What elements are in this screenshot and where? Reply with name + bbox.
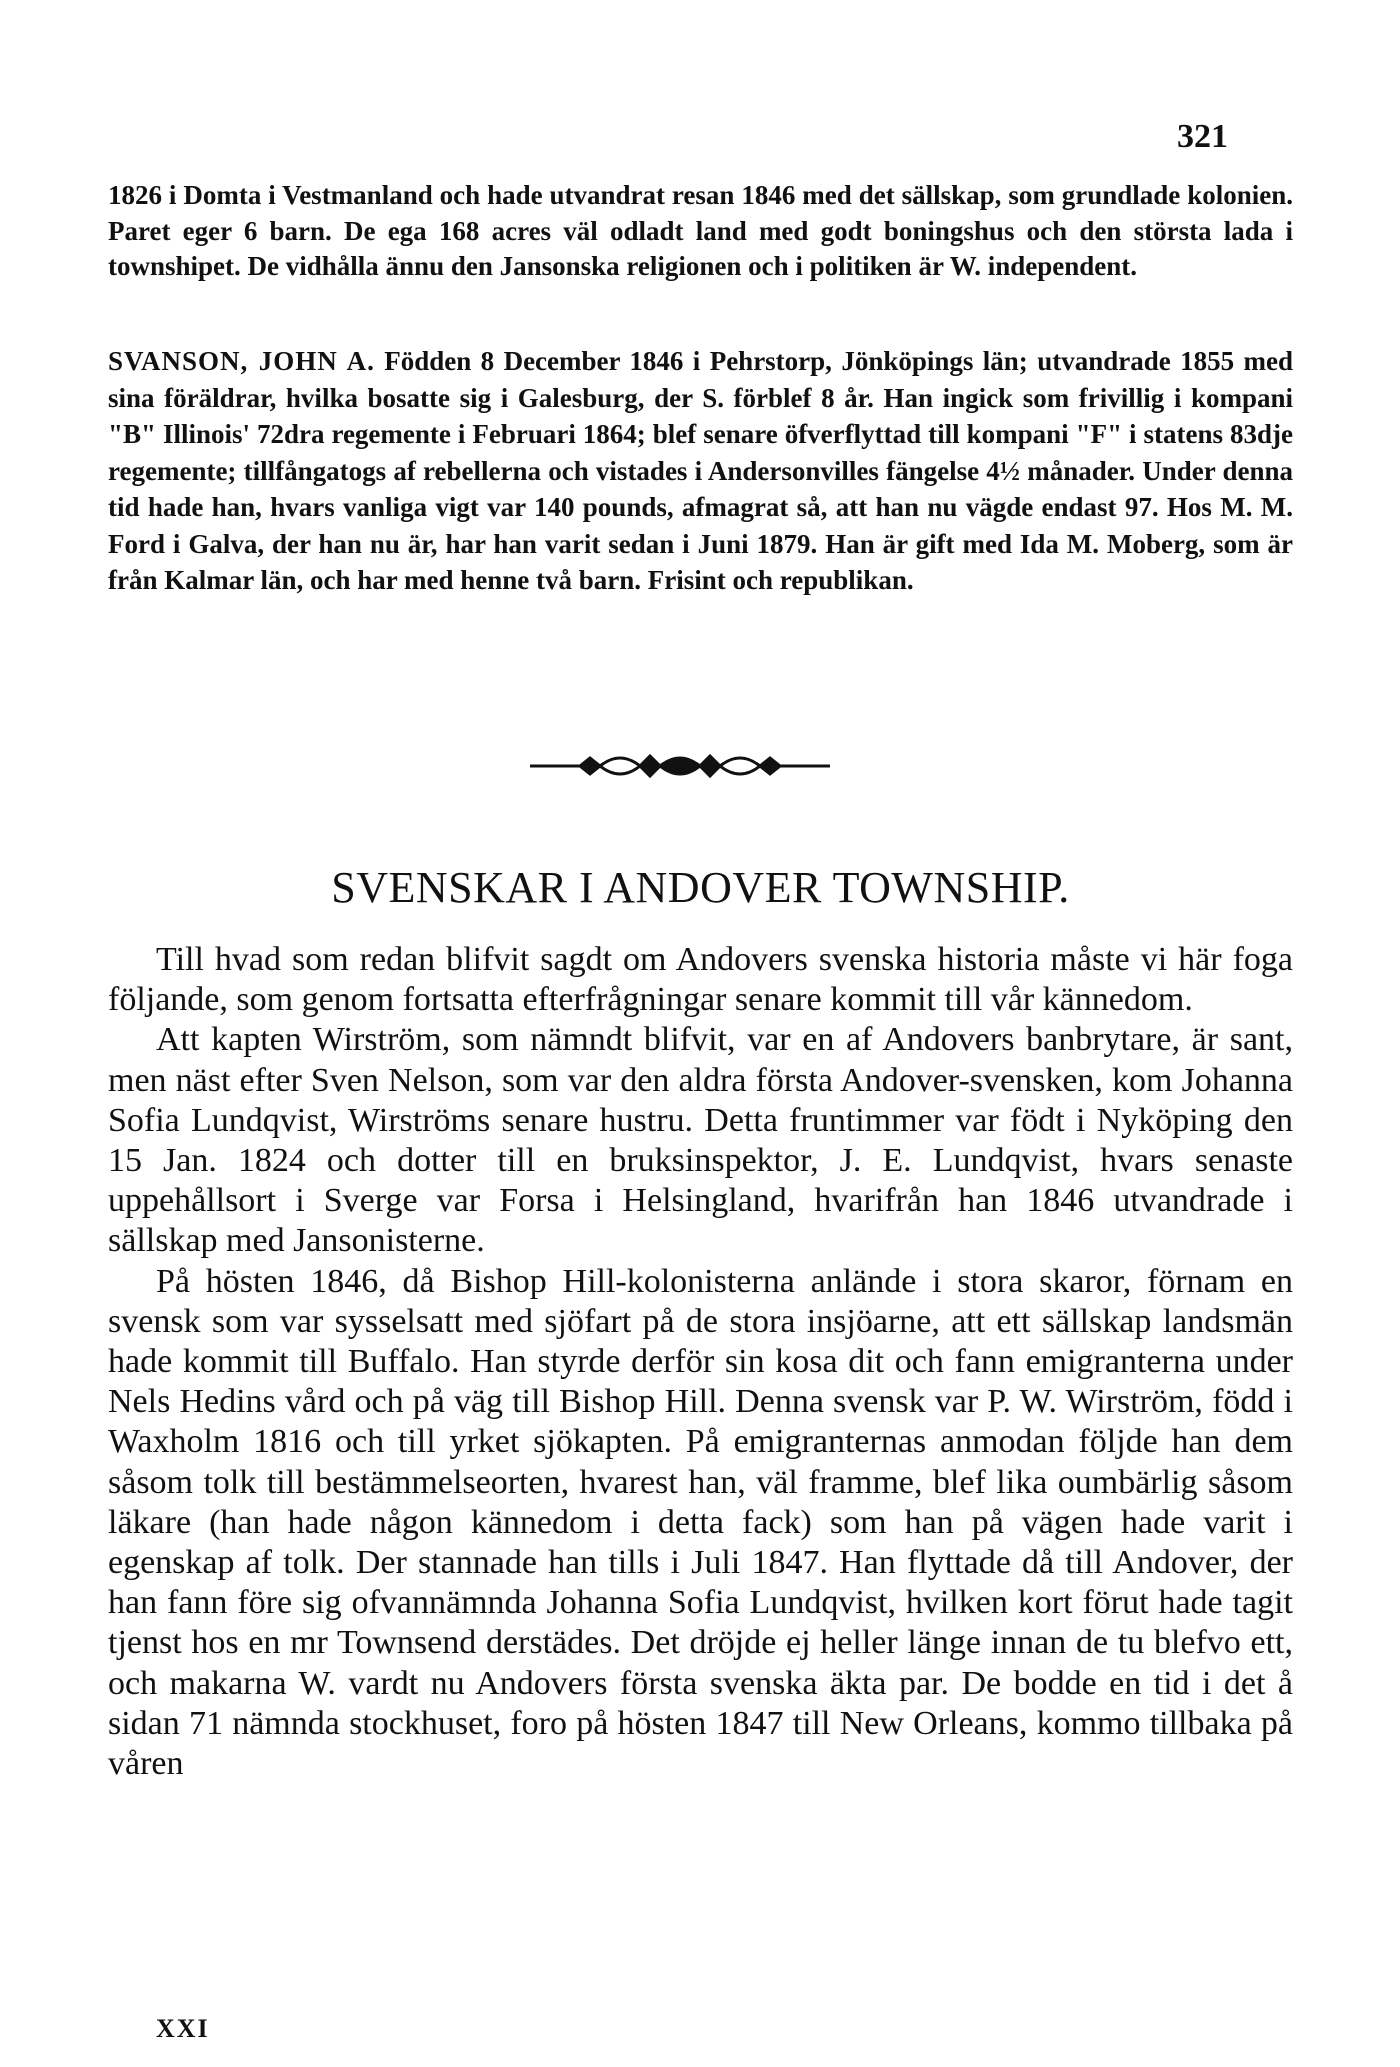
previous-entry-continuation: 1826 i Domta i Vestmanland och hade utvandrat resan 1846 med det sällskap, som grundlade kolonien. Paret eger 6 barn. De ega 168 acres väl odladt land med godt boningshus och den största lada i townshipet. De vidhålla ännu den Jansonska religionen och i politiken är W. independent.	[108, 180, 1293, 281]
section-body	[108, 940, 1293, 1784]
entry-text: Födden 8 December 1846 i Pehrstorp, Jönköpings län; utvandrade 1855 med sina föräldrar, hvilka bosatte sig i Galesburg, der S. förblef 8 år. Han ingick som frivillig i kompani "B" Illinois' 72dra regemente i Februari 1864; blef senare öfverflyttad till kompani "F" i statens 83dje regemente; tillfångatogs af rebellerna och vistades i Andersonvilles fängelse 4½ månader. Under denna tid hade han, hvars vanliga vigt var 140 pounds, afmagrat så, att han nu vägde endast 97. Hos M. M. Ford i Galva, der han nu är, har han varit sedan i Juni 1879. Han är gift med Ida M. Moberg, som är från Kalmar län, och har med henne två barn. Frisint och republikan.	[108, 346, 1293, 595]
section-title: SVENSKAR I ANDOVER TOWNSHIP.	[331, 863, 1070, 912]
paragraph: Att kapten Wirström, som nämndt blifvit, var en af Andovers banbrytare, är sant, men näst efter Sven Nelson, som var den aldra första Andover-svensken, kom Johanna Sofia Lundqvist, Wirströms senare hustru. Detta fruntimmer var födt i Nyköping den 15 Jan. 1824 och dotter till en bruksinspektor, J. E. Lundqvist, hvars senaste uppehållsort i Sverge var Forsa i Helsingland, hvarifrån han 1846 utvandrade i sällskap med Jansonisterne.	[108, 1021, 1293, 1260]
paragraph: Till hvad som redan blifvit sagdt om Andovers svenska historia måste vi här foga följande, som genom fortsatta efterfrågningar senare kommit till vår kännedom.	[108, 941, 1293, 1019]
page-number: 321	[1177, 118, 1228, 155]
entry-name: SVANSON, JOHN A.	[108, 346, 375, 376]
biography-entry-svanson	[108, 343, 1293, 599]
paragraph: På hösten 1846, då Bishop Hill-kolonisterna anlände i stora skaror, förnam en svensk som var sysselsatt med sjöfart på de stora insjöarne, att ett sällskap landsmän hade kommit till Buffalo. Han styrde derför sin kosa dit och fann emigranterna under Nels Hedins vård och på väg till Bishop Hill. Denna svensk var P. W. Wirström, född i Waxholm 1816 och till yrket sjökapten. På emigranternas anmodan följde han dem såsom tolk till bestämmelseorten, hvarest han, väl framme, blef lika oumbärlig såsom läkare (han hade någon kännedom i detta fack) som han på vägen hade varit i egenskap af tolk. Der stannade han tills i Juli 1847. Han flyttade då till Andover, der han fann före sig ofvannämnda Johanna Sofia Lundqvist, hvilken kort förut hade tagit tjenst hos en mr Townsend derstädes. Det dröjde ej heller länge innan de tu blefvo ett, och makarna W. vardt nu Andovers första svenska äkta par. De bodde en tid i det å sidan 71 nämnda stockhuset, foro på hösten 1847 till New Orleans, kommo tillbaka på våren	[108, 1262, 1293, 1783]
ornamental-divider-icon	[520, 748, 840, 784]
printer-signature-mark: XXI	[156, 2014, 210, 2043]
